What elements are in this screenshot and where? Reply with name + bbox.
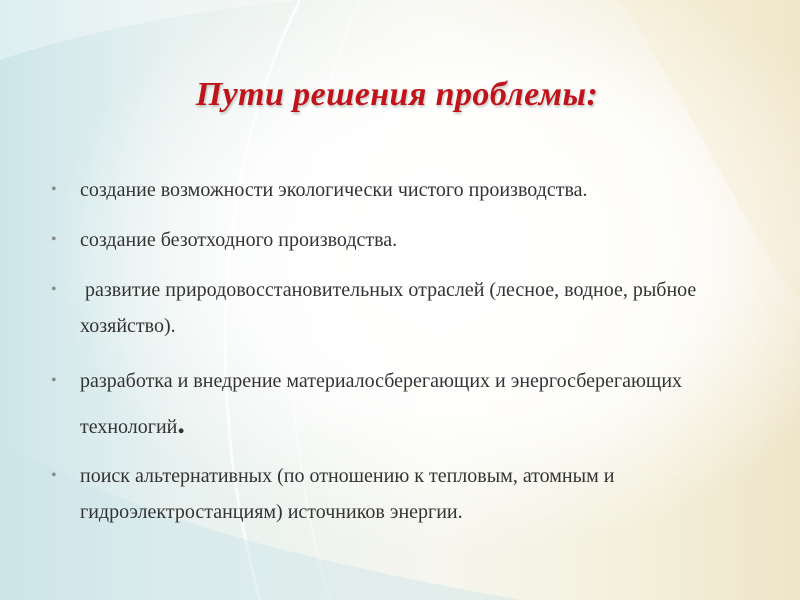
list-item	[50, 358, 740, 450]
bullet-text: создание безотходного производства.	[80, 229, 398, 251]
bullet-icon: •	[51, 231, 57, 248]
bullet-text: разработка и внедрение материалосберегающих и энергосберегающих технологий	[80, 370, 683, 438]
bullet-icon: •	[51, 281, 57, 298]
list-item	[50, 272, 740, 344]
bullet-icon: •	[51, 467, 57, 484]
bullet-text: развитие природовосстановительных отраслей (лесное, водное, рыбное хозяйство).	[80, 279, 702, 337]
bullet-text: создание возможности экологически чистого производства.	[80, 179, 588, 201]
bullet-text: поиск альтернативных (по отношению к тепловым, атомным и гидроэлектростанциям) источников энергии.	[80, 465, 615, 523]
list-item	[50, 222, 740, 258]
bullet-end-mark: .	[177, 407, 185, 440]
bullet-icon: •	[51, 372, 57, 389]
bullet-icon: •	[51, 181, 57, 198]
list-item	[50, 458, 740, 530]
slide-title: Пути решения проблемы:	[195, 76, 599, 113]
list-item	[50, 172, 740, 208]
bullet-list	[50, 172, 740, 544]
